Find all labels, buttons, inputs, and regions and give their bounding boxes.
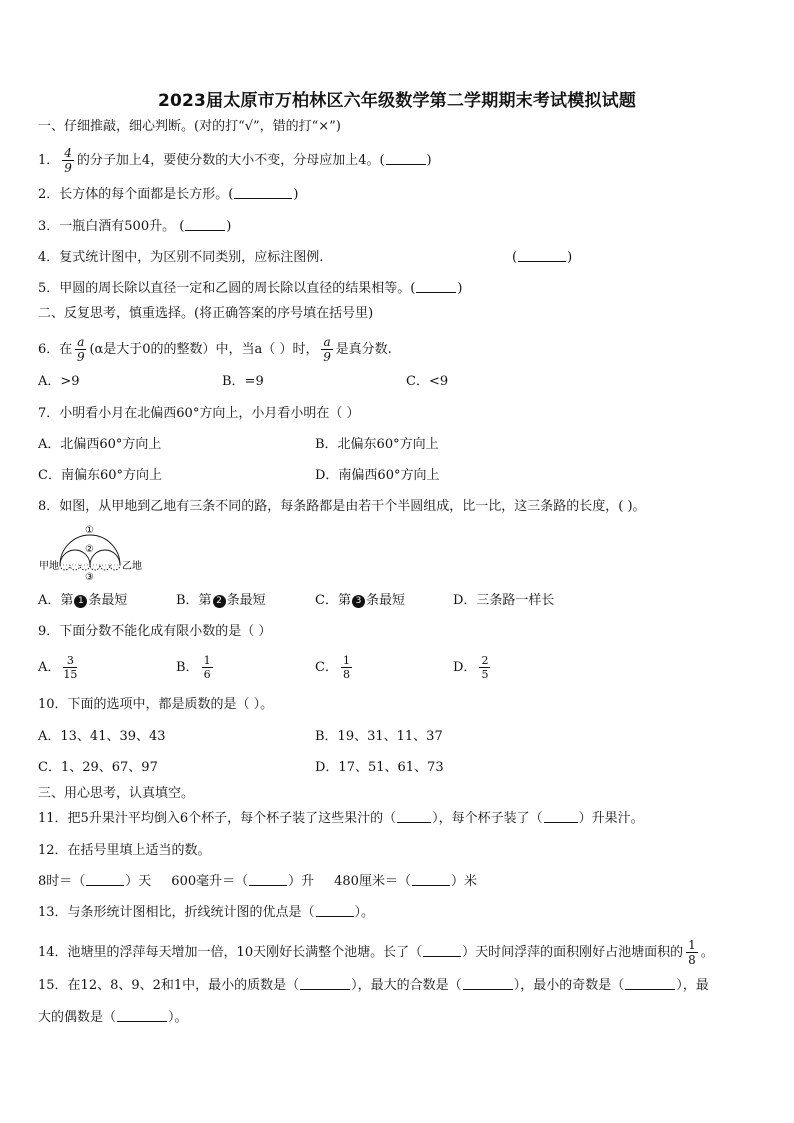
q9-d-fraction bbox=[479, 654, 490, 681]
q12-item-1-post: ）天 bbox=[125, 874, 152, 889]
q10-option-c[interactable]: C．1、29、67、97 bbox=[38, 760, 158, 775]
q4-paren-close: ) bbox=[567, 250, 573, 265]
q14-part-a: 14．池塘里的浮萍每天增加一倍，10天刚好长满整个池塘。长了（ bbox=[38, 945, 423, 960]
question-2 bbox=[38, 186, 298, 204]
question-15 bbox=[38, 977, 709, 995]
question-12-items bbox=[38, 873, 477, 891]
q2-answer-blank[interactable] bbox=[234, 186, 292, 199]
q2-paren-close: ) bbox=[293, 187, 299, 202]
q5-text: 5．甲圆的周长除以直径一定和乙圆的周长除以直径的结果相等。( bbox=[38, 281, 416, 296]
q14-frac-num: 1 bbox=[688, 938, 696, 952]
q6-frac-num: a bbox=[77, 335, 85, 349]
q3-text: 3．一瓶白酒有500升。 ( bbox=[38, 219, 185, 234]
q7-option-b[interactable]: B．北偏东60°方向上 bbox=[315, 437, 439, 452]
section-3-heading: 三、用心思考，认真填空。 bbox=[38, 786, 195, 801]
q8-a-post: 条最短 bbox=[88, 593, 128, 608]
q6-option-a[interactable]: A．>9 bbox=[38, 374, 80, 389]
q10-option-d[interactable]: D．17、51、61、73 bbox=[315, 760, 444, 775]
q13-text: 13．与条形统计图相比，折线统计图的优点是（ bbox=[38, 905, 315, 920]
q13-end: ）。 bbox=[354, 905, 375, 920]
q8-option-d[interactable]: D．三条路一样长 bbox=[453, 593, 555, 608]
q1-text: 的分子加上4，要使分数的大小不变，分母应加上4。( bbox=[76, 153, 385, 168]
q12-item-2-post: ）升 bbox=[288, 874, 315, 889]
q15-blank-3[interactable] bbox=[625, 977, 675, 990]
q9-a-label: A． bbox=[38, 660, 61, 675]
q15-part-b: ），最大的合数是（ bbox=[351, 978, 462, 993]
question-8: 8．如图，从甲地到乙地有三条不同的路，每条路都是由若干个半圆组成，比一比，这三条路的长度，( )。 bbox=[38, 499, 646, 514]
question-4 bbox=[38, 249, 578, 267]
q12-blank-3[interactable] bbox=[412, 873, 450, 886]
q9-d-num: 2 bbox=[481, 654, 489, 667]
q10-option-a[interactable]: A．13、41、39、43 bbox=[38, 729, 166, 744]
end-label: 乙地 bbox=[122, 561, 142, 572]
q6-pre: 6．在 bbox=[38, 342, 73, 357]
start-label: 甲地 bbox=[39, 561, 59, 572]
circled-number-1: 1 bbox=[74, 595, 87, 608]
q1-number: 1． bbox=[38, 153, 60, 168]
question-13 bbox=[38, 904, 374, 922]
question-7: 7．小明看小月在北偏西60°方向上，小月看小明在（ ） bbox=[38, 406, 360, 421]
q15-part-e: 大的偶数是（ bbox=[38, 1010, 117, 1025]
q11-blank-2[interactable] bbox=[544, 810, 578, 823]
q9-a-num: 3 bbox=[66, 654, 74, 667]
q8-option-a[interactable] bbox=[38, 592, 127, 610]
q15-part-c: ），最小的奇数是（ bbox=[513, 978, 625, 993]
q1-fraction bbox=[62, 146, 74, 175]
question-5 bbox=[38, 280, 462, 298]
q12-item-2-pre: 600毫升＝（ bbox=[171, 874, 249, 889]
label-path-3: ③ bbox=[85, 572, 94, 582]
question-3 bbox=[38, 218, 231, 236]
q4-answer bbox=[512, 249, 572, 267]
q15-blank-4[interactable] bbox=[117, 1009, 167, 1022]
q9-b-label: B． bbox=[176, 660, 199, 675]
q15-blank-2[interactable] bbox=[463, 977, 513, 990]
section-1-heading: 一、仔细推敲，细心判断。(对的打“√”，错的打“×”) bbox=[38, 119, 341, 134]
q6-fraction-1 bbox=[75, 335, 86, 364]
q2-text: 2．长方体的每个面都是长方形。( bbox=[38, 187, 234, 202]
q9-option-b[interactable] bbox=[176, 654, 216, 681]
q12-item-3-post: ）米 bbox=[450, 874, 477, 889]
q5-answer-blank[interactable] bbox=[416, 280, 456, 293]
semicircle-diagram-svg bbox=[38, 522, 150, 582]
q9-option-c[interactable] bbox=[315, 654, 355, 681]
q9-option-d[interactable] bbox=[453, 654, 493, 681]
q9-c-fraction bbox=[341, 654, 352, 681]
q8-option-b[interactable] bbox=[176, 592, 266, 610]
q12-item-1-pre: 8时＝（ bbox=[38, 874, 86, 889]
label-path-2: ② bbox=[85, 544, 94, 555]
semicircle-path-diagram bbox=[38, 522, 150, 586]
circled-number-2: 2 bbox=[213, 595, 226, 608]
q14-part-b: ）天时间浮萍的面积刚好占池塘面积的 bbox=[462, 945, 684, 960]
q1-frac-den: 9 bbox=[64, 161, 72, 175]
circled-number-3: 3 bbox=[352, 595, 365, 608]
q15-part-a: 15．在12、8、9、2和1中，最小的质数是（ bbox=[38, 978, 300, 993]
q8-c-post: 条最短 bbox=[365, 593, 405, 608]
q9-b-fraction bbox=[202, 654, 213, 681]
question-1 bbox=[38, 146, 432, 175]
q10-option-b[interactable]: B．19、31、11、37 bbox=[315, 729, 443, 744]
q9-b-den: 6 bbox=[203, 668, 211, 681]
page-title: 2023届太原市万柏林区六年级数学第二学期期末考试模拟试题 bbox=[157, 91, 637, 111]
q9-d-den: 5 bbox=[481, 668, 489, 681]
q6-frac-den: 9 bbox=[77, 350, 85, 364]
q6-post: 是真分数. bbox=[335, 342, 392, 357]
q8-option-c[interactable] bbox=[315, 592, 405, 610]
q6-option-c[interactable]: C．<9 bbox=[406, 374, 449, 389]
q12-item-3-pre: 480厘米＝（ bbox=[334, 874, 411, 889]
q9-a-den: 15 bbox=[63, 668, 78, 681]
q9-b-num: 1 bbox=[203, 654, 211, 667]
q7-option-d[interactable]: D．南偏西60°方向上 bbox=[315, 468, 440, 483]
q6-fraction-2 bbox=[321, 335, 332, 364]
q6-frac2-num: a bbox=[323, 335, 331, 349]
q9-c-num: 1 bbox=[342, 654, 350, 667]
q9-d-label: D． bbox=[453, 660, 477, 675]
q1-answer-blank[interactable] bbox=[386, 152, 426, 165]
q13-blank[interactable] bbox=[316, 904, 354, 917]
q9-c-label: C． bbox=[315, 660, 338, 675]
question-10: 10．下面的选项中，都是质数的是（ ）。 bbox=[38, 697, 274, 712]
question-12: 12．在括号里填上适当的数。 bbox=[38, 843, 211, 858]
q15-blank-1[interactable] bbox=[300, 977, 350, 990]
question-9: 9．下面分数不能化成有限小数的是（ ） bbox=[38, 624, 272, 639]
q5-paren-close: ) bbox=[457, 281, 463, 296]
q11-part-c: ）升果汁。 bbox=[578, 811, 644, 826]
q4-answer-blank[interactable] bbox=[518, 249, 566, 262]
q8-a-pre: A．第 bbox=[38, 593, 74, 608]
q1-frac-num: 4 bbox=[64, 146, 72, 160]
q14-frac-den: 8 bbox=[688, 953, 696, 967]
question-6 bbox=[38, 335, 392, 364]
q9-c-den: 8 bbox=[342, 668, 350, 681]
q4-paren-open: ( bbox=[512, 250, 518, 265]
section-2-heading: 二、反复思考，慎重选择。(将正确答案的序号填在括号里) bbox=[38, 306, 374, 321]
q8-b-post: 条最短 bbox=[226, 593, 266, 608]
q14-blank[interactable] bbox=[423, 944, 461, 957]
q7-option-a[interactable]: A．北偏西60°方向上 bbox=[38, 437, 162, 452]
q4-text: 4．复式统计图中，为区别不同类别，应标注图例. bbox=[38, 250, 324, 265]
label-path-1: ① bbox=[85, 525, 94, 536]
q15-part-d: ），最 bbox=[676, 978, 709, 993]
q9-a-fraction bbox=[63, 654, 77, 681]
q6-mid: (α是大于0的的整数）中，当a（ ）时， bbox=[89, 342, 319, 357]
q1-paren-close: ) bbox=[426, 153, 432, 168]
path-3-arcs bbox=[60, 565, 120, 570]
q12-blank-2[interactable] bbox=[249, 873, 287, 886]
q6-frac2-den: 9 bbox=[323, 350, 331, 364]
q11-part-b: ），每个杯子装了（ bbox=[432, 811, 543, 826]
q7-option-c[interactable]: C．南偏东60°方向上 bbox=[38, 468, 162, 483]
q6-option-b[interactable]: B．=9 bbox=[222, 374, 264, 389]
q8-c-pre: C．第 bbox=[315, 593, 351, 608]
q11-part-a: 11．把5升果汁平均倒入6个杯子，每个杯子装了这些果汁的（ bbox=[38, 811, 397, 826]
question-11 bbox=[38, 810, 644, 828]
q11-blank-1[interactable] bbox=[397, 810, 431, 823]
question-15-cont bbox=[38, 1009, 188, 1027]
q3-answer-blank[interactable] bbox=[185, 218, 225, 231]
question-14 bbox=[38, 938, 714, 967]
q9-option-a[interactable] bbox=[38, 654, 80, 681]
q12-blank-1[interactable] bbox=[86, 873, 124, 886]
q14-end: 。 bbox=[700, 945, 714, 960]
q3-paren-close: ) bbox=[226, 219, 232, 234]
q8-b-pre: B．第 bbox=[176, 593, 212, 608]
q14-fraction bbox=[686, 938, 698, 967]
q15-part-f: ）。 bbox=[168, 1010, 188, 1025]
